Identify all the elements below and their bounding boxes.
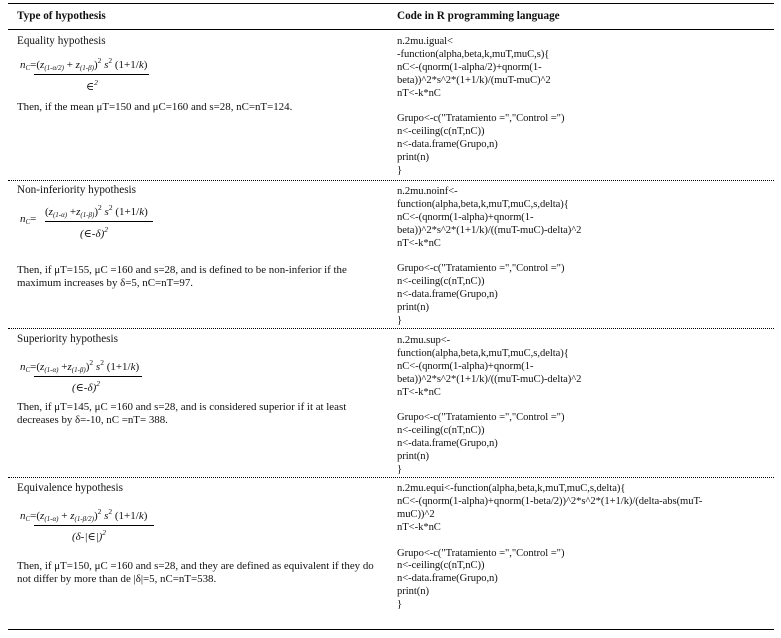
row-divider — [8, 477, 774, 478]
formula-equality: $n_C=(z_{(1-\alpha/2)} + z_{(1-\beta)})^2$ $s^2$ (1+1/k) ∈$^2$ — [20, 56, 148, 93]
header-type-of-hypothesis: Type of hypothesis — [17, 10, 106, 22]
row-title-equality: Equality hypothesis — [17, 35, 106, 47]
formula-equivalence: $n_C=(z_{(1-\alpha)} + z_{(1-\beta/2)})^2$ $s^2$ (1+1/k) (δ-|∈|)$^2$ — [20, 504, 165, 548]
code-superiority: n.2mu.sup<- function(alpha,beta,k,muT,muC,s,delta){ nC<-(qnorm(1-alpha)+qnorm(1- beta))^2*s^2*(1+1/k)/((muT-muC)-delta)^2 nT<-k*nC Grupo<-c("Tratamiento =","Control =") n<-ceiling(c(nT,nC)) n<-data.frame(Grupo,n) print(n) } — [397, 335, 582, 476]
row-title-noninferiority: Non-inferiority hypothesis — [17, 184, 137, 196]
row-divider — [8, 328, 774, 329]
row-then-equality: Then, if the mean μT=150 and μC=160 and s=28, nC=nT=124. — [17, 101, 293, 113]
formula-superiority: $n_C=(z_{(1-\alpha)} +z_{(1-\beta)})^2$ $s^2$ (1+1/k) (∈-δ)$^2$ — [20, 355, 160, 399]
code-noninferiority: n.2mu.noinf<- function(alpha,beta,k,muT,muC,s,delta){ nC<-(qnorm(1-alpha)+qnorm(1- beta))^2*s^2*(1+1/k)/((muT-muC)-delta)^2 nT<-k*nC Grupo<-c("Tratamiento =","Control =") n<-ceiling(c(nT,nC)) n<-data.frame(Grupo,n) print(n) } — [397, 186, 582, 327]
header-rule — [8, 29, 774, 30]
row-then-equivalence: Then, if μT=150, μC =160 and s=28, and they are defined as equivalent if they do not differ by more than de |δ|=5, nC=nT=538. — [17, 560, 374, 585]
code-equality: n.2mu.igual< -function(alpha,beta,k,muT,muC,s){ nC<-(qnorm(1-alpha/2)+qnorm(1- beta))^2*s^2*(1+1/k)/(muT-muC)^2 nT<-k*nC Grupo<-c("Tratamiento =","Control =") n<-ceiling(c(nT,nC)) n<-data.frame(Grupo,n) print(n) } — [397, 36, 565, 177]
row-title-equivalence: Equivalence hypothesis — [17, 482, 123, 494]
row-then-noninferiority: Then, if μT=155, μC =160 and s=28, and is defined to be non-inferior if the maximum increases by δ=5, nC=nT=97. — [17, 264, 347, 289]
header-r-code: Code in R programming language — [397, 10, 560, 22]
table-bottom-rule — [8, 629, 774, 630]
row-title-superiority: Superiority hypothesis — [17, 333, 118, 345]
row-divider — [8, 180, 774, 181]
formula-noninferiority: $n_C=$ $(z_{(1-\alpha)} +z_{(1-\beta)})^2$ $s^2$ (1+1/k) (∈-δ)$^2$ — [20, 201, 160, 245]
table-top-rule — [8, 3, 774, 4]
row-then-superiority: Then, if μT=145, μC =160 and s=28, and is considered superior if it at least decreases by δ=-10, nC =nT= 388. — [17, 401, 347, 426]
code-equivalence: n.2mu.equi<-function(alpha,beta,k,muT,muC,s,delta){ nC<-(qnorm(1-alpha)+qnorm(1-beta/2))^2*s^2*(1+1/k)/(delta-abs(muT- muC))^2 nT<-k*nC Grupo<-c("Tratamiento =","Control =") n<-ceiling(c(nT,nC)) n<-data.frame(Grupo,n) print(n) } — [397, 483, 703, 611]
